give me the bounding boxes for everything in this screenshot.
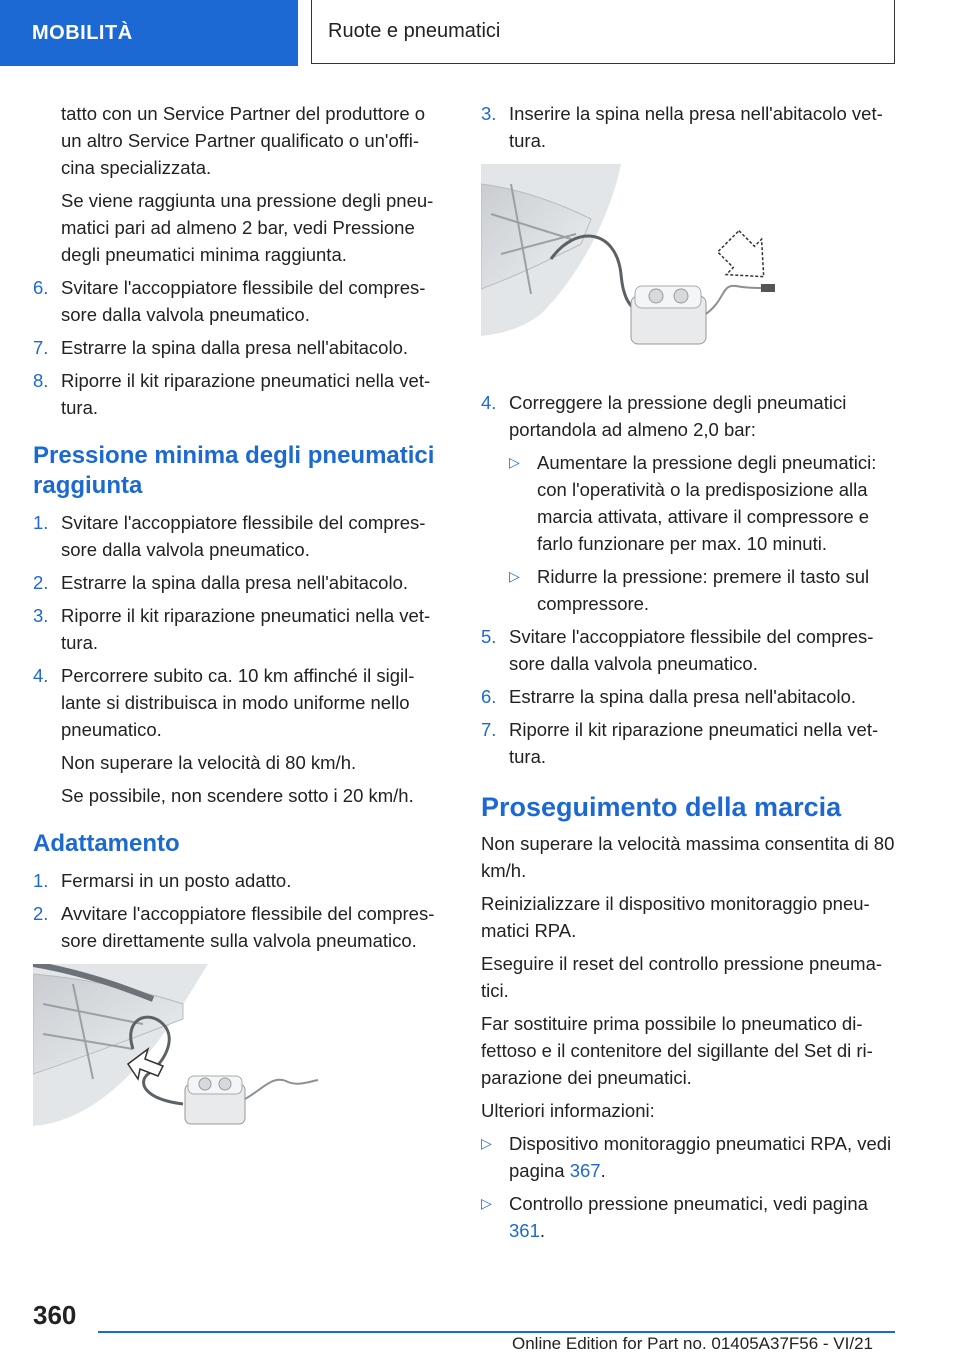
right-column xyxy=(481,100,895,1250)
section-heading: Pressione minima degli pneumatici raggiunta xyxy=(33,442,435,499)
step-number: 8. xyxy=(33,370,49,391)
step-text: Riporre il kit riparazione pneumatici nella vettura. xyxy=(61,605,431,653)
list-item xyxy=(33,900,445,954)
list-item xyxy=(481,623,895,677)
paragraph: Se possibile, non scendere sotto i 20 km/h. xyxy=(61,785,414,806)
list-item xyxy=(481,389,895,443)
step-text: Svitare l'accoppiatore flessibile del compressore dalla valvola pneumatico. xyxy=(509,626,874,674)
paragraph: Ulteriori informazioni: xyxy=(481,1100,655,1121)
step-number: 7. xyxy=(33,337,49,358)
reference-text: Dispositivo monitoraggio pneumatici RPA, vedi pagina xyxy=(509,1133,892,1181)
bullet-text: Aumentare la pressione degli pneumatici: con l'operatività o la predisposizione alla marcia attivata, attivare il compressore e farlo funzionare per max. 10 minuti. xyxy=(537,452,877,554)
page-link[interactable]: 361 xyxy=(509,1220,540,1241)
list-item xyxy=(33,569,445,596)
paragraph: tatto con un Service Partner del produttore o un altro Service Partner qualificato o un'officina specializzata. xyxy=(61,103,426,178)
bullet-text xyxy=(509,1130,895,1184)
paragraph: Eseguire il reset del controllo pressione pneumatici. xyxy=(481,953,883,1001)
paragraph: Reinizializzare il dispositivo monitoraggio pneumatici RPA. xyxy=(481,893,870,941)
list-item xyxy=(481,1190,895,1244)
section-tab: MOBILITÀ xyxy=(0,0,298,66)
step-text: Svitare l'accoppiatore flessibile del compressore dalla valvola pneumatico. xyxy=(61,512,426,560)
triangle-right-outline-icon: ▷ xyxy=(481,1195,492,1211)
step-number: 7. xyxy=(481,719,497,740)
step-number: 2. xyxy=(33,572,49,593)
bullet-text xyxy=(509,1190,895,1244)
bullet-text: Ridurre la pressione: premere il tasto sul compressore. xyxy=(537,566,870,614)
edition-info: Online Edition for Part no. 01405A37F56 - VI/21 xyxy=(512,1334,874,1353)
step-number: 5. xyxy=(481,626,497,647)
step-number: 1. xyxy=(33,512,49,533)
tire-compressor-icon xyxy=(481,164,781,364)
list-item xyxy=(33,602,445,656)
compressor-on-valve-illustration xyxy=(33,964,445,1141)
step-number: 6. xyxy=(481,686,497,707)
step-text: Riporre il kit riparazione pneumatici nella vettura. xyxy=(61,370,431,418)
tire-compressor-icon xyxy=(33,964,323,1134)
step-text: Riporre il kit riparazione pneumatici nella vettura. xyxy=(509,719,879,767)
list-item xyxy=(33,274,445,328)
chapter-title: Ruote e pneumatici xyxy=(311,0,895,64)
list-item xyxy=(481,1130,895,1184)
page-link[interactable]: 367 xyxy=(569,1160,601,1181)
step-number: 6. xyxy=(33,277,49,298)
list-item xyxy=(33,662,445,743)
step-number: 3. xyxy=(481,103,497,124)
step-number: 2. xyxy=(33,903,49,924)
list-item xyxy=(509,563,895,617)
reference-punct: . xyxy=(600,1160,606,1181)
list-item xyxy=(33,867,445,894)
step-number: 1. xyxy=(33,870,49,891)
paragraph: Se viene raggiunta una pressione degli pneumatici pari ad almeno 2 bar, vedi Pressione degli pneumatici minima raggiunta. xyxy=(61,190,434,265)
triangle-right-outline-icon: ▷ xyxy=(481,1135,492,1151)
reference-punct: . xyxy=(539,1220,546,1241)
list-item xyxy=(481,683,895,710)
triangle-right-outline-icon: ▷ xyxy=(509,454,520,470)
step-text: Estrarre la spina dalla presa nell'abitacolo. xyxy=(61,572,409,593)
list-item xyxy=(33,367,445,421)
step-text: Inserire la spina nella presa nell'abitacolo vettura. xyxy=(509,103,883,151)
list-item xyxy=(481,716,895,770)
reference-text: Controllo pressione pneumatici, vedi pagina xyxy=(509,1193,868,1214)
paragraph: Non superare la velocità massima consentita di 80 km/h. xyxy=(481,833,895,881)
step-number: 3. xyxy=(33,605,49,626)
list-item xyxy=(33,334,445,361)
paragraph: Far sostituire prima possibile lo pneumatico difettoso e il contenitore del sigillante del Set di riparazione dei pneumatici. xyxy=(481,1013,873,1088)
list-item xyxy=(33,509,445,563)
step-text: Estrarre la spina dalla presa nell'abitacolo. xyxy=(61,337,409,358)
footer-divider xyxy=(98,1331,895,1333)
step-text: Fermarsi in un posto adatto. xyxy=(61,870,292,891)
page-number: 360 xyxy=(33,1300,77,1330)
step-text: Correggere la pressione degli pneumatici portandola ad almeno 2,0 bar: xyxy=(509,392,847,440)
paragraph: Non superare la velocità di 80 km/h. xyxy=(61,752,357,773)
step-text: Estrarre la spina dalla presa nell'abitacolo. xyxy=(509,686,857,707)
page-header xyxy=(0,0,960,66)
step-text: Avvitare l'accoppiatore flessibile del compressore direttamente sulla valvola pneumatico. xyxy=(61,903,435,951)
list-item xyxy=(481,100,895,154)
step-number: 4. xyxy=(33,665,49,686)
list-item xyxy=(509,449,895,557)
plug-in-socket-illustration xyxy=(481,164,895,371)
step-number: 4. xyxy=(481,392,497,413)
step-text: Svitare l'accoppiatore flessibile del compressore dalla valvola pneumatico. xyxy=(61,277,426,325)
step-text: Percorrere subito ca. 10 km affinché il sigillante si distribuisca in modo uniforme nello pneumatico. xyxy=(61,665,415,740)
triangle-right-outline-icon: ▷ xyxy=(509,568,520,584)
section-heading: Adattamento xyxy=(33,830,180,857)
left-column xyxy=(33,100,445,1159)
section-heading: Proseguimento della marcia xyxy=(481,792,842,822)
